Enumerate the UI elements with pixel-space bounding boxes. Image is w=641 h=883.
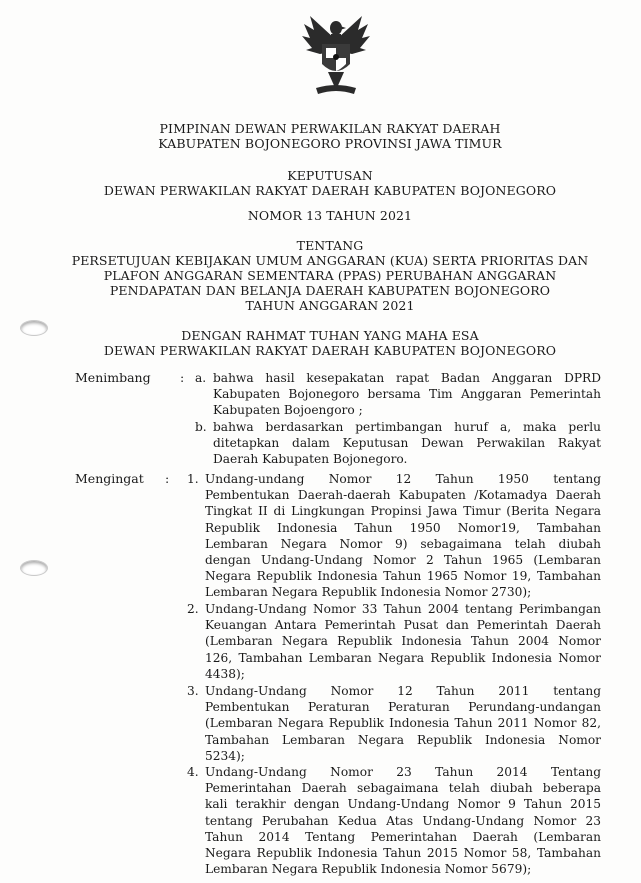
item-line: tentang Perubahan Kedua Atas Undang-Undang Nomor 23 — [205, 813, 601, 828]
item-line: Pembentukan Daerah-daerah Kabupaten /Kotamadya Daerah — [205, 488, 601, 503]
item-line: Tambahan Lembaran Negara Republik Indonesia Nomor — [205, 732, 601, 747]
item-number: b. — [195, 420, 207, 434]
item-number: 2. — [187, 602, 199, 616]
heading-line: DEWAN PERWAKILAN RAKYAT DAERAH KABUPATEN BOJONEGORO — [103, 343, 557, 358]
invocation — [60, 328, 600, 358]
heading-line: NOMOR 13 TAHUN 2021 — [247, 208, 413, 223]
heading-line: PIMPINAN DEWAN PERWAKILAN RAKYAT DAERAH — [159, 121, 501, 136]
institution-heading — [60, 121, 600, 151]
item-line: Tingkat II di Lingkungan Propinsi Jawa Timur (Berita Negara — [205, 504, 601, 519]
heading-line: PENDAPATAN DAN BELANJA DAERAH KABUPATEN BOJONEGORO — [109, 283, 551, 298]
heading-line: KEPUTUSAN — [287, 168, 373, 183]
item-line: Republik Indonesia Tahun 1950 Nomor19, Tambahan — [205, 520, 601, 535]
heading-line: TENTANG — [296, 238, 364, 253]
item-line: Lembaran Negara Nomor 9) sebagaimana telah diubah — [205, 536, 601, 551]
heading-line: DENGAN RAHMAT TUHAN YANG MAHA ESA — [181, 328, 479, 343]
item-line: Undang-Undang Nomor 33 Tahun 2004 tentang Perimbangan — [205, 602, 601, 616]
item-number: 3. — [187, 684, 199, 698]
item-number: 1. — [187, 472, 199, 486]
decree-number — [60, 208, 600, 223]
item-line: 126, Tambahan Lembaran Negara Republik Indonesia Nomor — [205, 650, 601, 665]
decree-subject — [60, 238, 600, 313]
heading-line: DEWAN PERWAKILAN RAKYAT DAERAH KABUPATEN BOJONEGORO — [103, 183, 557, 198]
item-line: Negara Republik Indonesia Tahun 1965 Nomor 19, Tambahan — [205, 569, 601, 584]
item-line: bahwa hasil kesepakatan rapat Badan Anggaran DPRD — [213, 371, 601, 385]
item-line: Pembentukan Peraturan Peraturan Perundang-undangan — [205, 700, 601, 715]
item-line: 5234); — [205, 748, 245, 763]
item-line: bahwa berdasarkan pertimbangan huruf a, maka perlu — [213, 420, 601, 434]
heading-line: PLAFON ANGGARAN SEMENTARA (PPAS) PERUBAHAN ANGGARAN — [103, 268, 557, 283]
item-line: Lembaran Negara Republik Indonesia Nomor 2730); — [205, 585, 532, 600]
item-line: Daerah Kabupaten Bojonegoro. — [213, 452, 408, 467]
item-line: Keuangan Antara Pemerintah Pusat dan Pemerintah Daerah — [205, 618, 601, 633]
heading-line: PERSETUJUAN KEBIJAKAN UMUM ANGGARAN (KUA) SERTA PRIORITAS DAN — [71, 253, 589, 268]
item-number: 4. — [187, 765, 199, 779]
menimbang-colon: : — [180, 370, 185, 385]
item-line: kali terakhir dengan Undang-Undang Nomor 9 Tahun 2015 — [205, 797, 601, 812]
item-line: Undang-Undang Nomor 12 Tahun 2011 tentang — [205, 684, 601, 698]
item-line: Tahun 2014 Tentang Pemerintahan Daerah (Lembaran — [205, 829, 601, 844]
item-number: a. — [195, 371, 207, 385]
garuda-emblem-icon — [300, 8, 372, 100]
item-line: ditetapkan dalam Keputusan Dewan Perwakilan Rakyat — [213, 436, 601, 451]
item-line: Lembaran Negara Republik Indonesia Nomor 5679); — [205, 862, 532, 877]
heading-line: KABUPATEN BOJONEGORO PROVINSI JAWA TIMUR — [158, 136, 502, 151]
item-line: 4438); — [205, 666, 245, 681]
item-line: (Lembaran Negara Republik Indonesia Tahun 2011 Nomor 82, — [205, 716, 601, 731]
mengingat-label: Mengingat — [75, 471, 144, 486]
item-line: Pemerintahan Daerah sebagaimana telah diubah beberapa — [205, 781, 601, 796]
item-line: (Lembaran Negara Republik Indonesia Tahun 2004 Nomor — [205, 634, 601, 649]
item-line: Kabupaten Bojonegoro bersama Tim Anggaran Pemerintah — [213, 387, 601, 402]
menimbang-label: Menimbang — [75, 370, 151, 385]
item-line: Undang-Undang Nomor 23 Tahun 2014 Tentang — [205, 765, 601, 779]
mengingat-colon: : — [165, 471, 170, 486]
item-line: Negara Republik Indonesia Tahun 2015 Nomor 58, Tambahan — [205, 845, 601, 860]
punch-hole — [20, 320, 48, 336]
decree-heading — [60, 168, 600, 198]
punch-hole — [20, 560, 48, 576]
item-line: Undang-undang Nomor 12 Tahun 1950 tentang — [205, 472, 601, 486]
heading-line: TAHUN ANGGARAN 2021 — [245, 298, 415, 313]
item-line: dengan Undang-Undang Nomor 2 Tahun 1965 (Lembaran — [205, 552, 601, 567]
item-line: Kabupaten Bojoengoro ; — [213, 403, 363, 418]
